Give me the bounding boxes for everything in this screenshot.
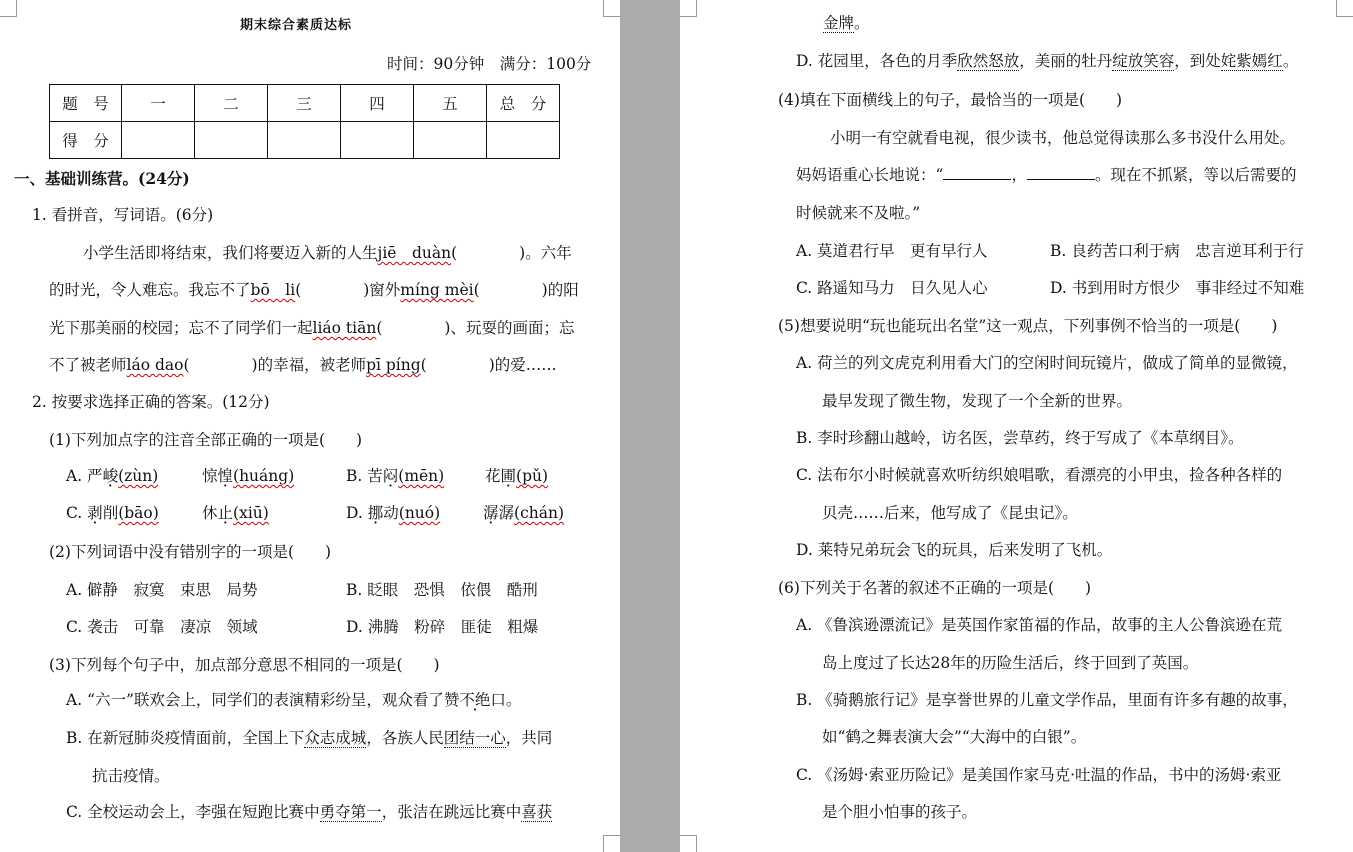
continued-line (823, 13, 870, 33)
option-a-cont: 最早发现了微生物，发现了一个全新的世界。 (822, 392, 1133, 410)
sub-question: (5)想要说明“玩也能玩出名堂”这一观点，下列事例不恰当的一项是( ) (778, 317, 1278, 335)
paragraph-line: 时候就来不及啦。” (796, 204, 921, 222)
option-a[interactable] (66, 466, 158, 486)
option-a[interactable]: A. 荷兰的列文虎克利用看大门的空闲时间玩镜片，做成了简单的显微镜， (796, 354, 1298, 372)
dotted-phrase: 喜获 (521, 803, 553, 821)
paragraph-line: 小明一有空就看电视，很少读书，他总觉得读那么多书没什么用处。 (830, 129, 1296, 147)
pinyin: láo dao (126, 356, 184, 374)
dotted-char: 止 (217, 504, 234, 522)
pinyin: liáo tiān (312, 319, 377, 337)
option-d[interactable]: D. 书到用时方恨少 事非经过不知难 (1050, 279, 1305, 297)
option-c-cont: 贝壳……后来，他写成了《昆虫记》。 (822, 504, 1078, 522)
option-c[interactable] (66, 802, 552, 822)
score-table (49, 84, 560, 159)
option-b[interactable]: B. 《骑鹅旅行记》是享誉世界的儿童文学作品，里面有许多有趣的故事， (796, 691, 1298, 709)
crop-mark (603, 835, 620, 852)
text: 潺 (498, 504, 515, 522)
text: A. 严 (66, 467, 103, 485)
dotted-phrase: 欣然怒放 (957, 52, 1020, 70)
text: 惊 (202, 467, 218, 485)
score-table-row (50, 122, 560, 159)
score-cell[interactable] (414, 122, 487, 159)
text: C. 全校运动会上，李强在短跑比赛中 (66, 803, 320, 821)
option-b-item (485, 466, 548, 486)
left-page (0, 0, 620, 852)
answer-blank[interactable]: ( )窗外 (295, 281, 401, 299)
dotted-char: 潺 (483, 504, 499, 522)
text: D. 花园里，各色的月季 (796, 52, 958, 70)
answer-blank[interactable]: ( )的幸福，被老师 (183, 356, 367, 374)
option-b[interactable] (66, 728, 552, 748)
fill-blank[interactable] (1027, 165, 1095, 180)
option-a[interactable]: A. 僻静 寂寞 束思 局势 (66, 581, 258, 599)
option-d[interactable]: D. 沸腾 粉碎 匪徒 粗爆 (346, 618, 539, 636)
pinyin: (huáng) (233, 467, 295, 485)
dotted-phrase: 金牌 (823, 14, 855, 32)
pinyin: (zùn) (118, 467, 159, 485)
text: 小学生活即将结束，我们将要迈入新的人生 (83, 244, 378, 262)
score-header-cell: 题 号 (50, 85, 122, 122)
score-header-cell: 五 (414, 85, 487, 122)
option-b[interactable]: B. 李时珍翻山越岭，访名医，尝草药，终于写成了《本草纲目》。 (796, 429, 1244, 447)
crop-mark (603, 0, 620, 17)
option-c[interactable]: C. 袭击 可靠 凄凉 领域 (66, 618, 258, 636)
sub-question: (2)下列词语中没有错别字的一项是( ) (49, 543, 332, 561)
sub-question: (6)下列关于名著的叙述不正确的一项是( ) (778, 579, 1092, 597)
exam-title: 期末综合素质达标 (240, 18, 353, 33)
text: A. “六一”联欢会上，同学们的表演精彩纷呈，观众看了 (66, 691, 444, 709)
option-c[interactable]: C. 路遥知马力 日久见人心 (796, 279, 988, 297)
text: ，张洁在跳远比赛中 (381, 803, 522, 821)
option-a[interactable] (66, 690, 521, 710)
score-cell[interactable] (268, 122, 341, 159)
option-a[interactable]: A. 莫道君行早 更有早行人 (796, 242, 988, 260)
dotted-char: 峻 (102, 467, 119, 485)
option-a[interactable]: A. 《鲁滨逊漂流记》是英国作家笛福的作品，故事的主人公鲁滨逊在荒 (796, 616, 1283, 634)
pinyin: bō li (250, 281, 296, 299)
paragraph-line (796, 165, 1296, 185)
score-row-label: 得 分 (50, 122, 122, 159)
text: ，美丽的牡丹 (1019, 52, 1113, 70)
text: B. 苦 (346, 467, 383, 485)
text: ，共同 (505, 729, 553, 747)
crop-mark (680, 835, 697, 852)
score-table-header-row (50, 85, 560, 122)
pinyin: (bāo) (118, 504, 159, 522)
text: 削 (102, 504, 119, 522)
text: 。 (854, 14, 870, 32)
option-a-item (202, 466, 294, 486)
dotted-phrase: 勇夺第一 (319, 803, 382, 821)
dotted-phrase: 众志成城 (304, 729, 367, 747)
text: ，各族人民 (366, 729, 444, 747)
option-c-item (202, 503, 269, 523)
text: 休 (202, 504, 218, 522)
score-header-cell: 三 (268, 85, 341, 122)
crop-mark (680, 0, 697, 17)
answer-blank[interactable]: ( )的爱…… (420, 356, 557, 374)
pinyin: (mēn) (398, 467, 445, 485)
score-header-cell: 二 (195, 85, 268, 122)
score-cell[interactable] (341, 122, 414, 159)
option-d[interactable] (346, 503, 440, 523)
answer-blank[interactable]: ( )。六年 (451, 244, 572, 262)
dotted-char: 挪 (367, 504, 384, 522)
score-cell[interactable] (195, 122, 268, 159)
score-header-cell: 一 (122, 85, 195, 122)
option-c[interactable]: C. 《汤姆·索亚历险记》是美国作家马克·吐温的作品，书中的汤姆·索亚 (796, 766, 1282, 784)
text: ，到处 (1174, 52, 1221, 70)
question-title: 2. 按要求选择正确的答案。(12分) (32, 393, 270, 411)
question-title: 1. 看拼音，写词语。(6分) (32, 206, 214, 224)
option-b-cont: 抗击疫情。 (92, 767, 170, 785)
pinyin: (chán) (514, 504, 565, 522)
option-b[interactable]: B. 良药苦口利于病 忠言逆耳利于行 (1050, 242, 1304, 260)
dotted-phrase: 绽放笑容 (1112, 52, 1175, 70)
dotted-char: 圃 (500, 467, 517, 485)
option-b-cont: 如“鹤之舞表演大会”“大海中的白银”。 (822, 728, 1087, 746)
sub-question: (1)下列加点字的注音全部正确的一项是( ) (49, 431, 363, 449)
paragraph-line (49, 280, 579, 300)
score-cell[interactable] (122, 122, 195, 159)
paragraph-line (49, 318, 574, 338)
text: 。现在不抓紧，等以后需要的 (1094, 166, 1297, 184)
text: 妈妈语重心长地说：“ (796, 166, 944, 184)
pinyin: jiē duàn (377, 244, 452, 262)
text: ， (1011, 166, 1027, 184)
text: 动 (383, 504, 399, 522)
option-d-item (483, 503, 564, 523)
sub-question: (3)下列每个句子中，加点部分意思不相同的一项是( ) (49, 656, 440, 674)
option-b[interactable] (346, 466, 444, 486)
dotted-char: 剥 (87, 504, 103, 522)
dotted-char: 闷 (382, 467, 399, 485)
pinyin: (pǔ) (516, 467, 549, 485)
fill-blank[interactable] (943, 165, 1011, 180)
score-header-cell: 四 (341, 85, 414, 122)
crop-mark (0, 0, 17, 17)
dotted-char: 惶 (217, 467, 234, 485)
text: 光下那美丽的校园；忘不了同学们一起 (49, 319, 313, 337)
text: C. (66, 504, 88, 522)
pinyin: pī píng (366, 356, 421, 374)
text: 。 (1282, 52, 1299, 70)
answer-blank[interactable]: ( )、玩耍的画面；忘 (376, 319, 575, 337)
option-c-cont: 是个胆小怕事的孩子。 (822, 803, 978, 821)
time-info: 时间：90分钟 满分：100分 (387, 55, 592, 73)
dotted-phrase: 姹紫嫣红 (1220, 52, 1283, 70)
answer-blank[interactable]: ( )的阳 (473, 281, 579, 299)
pinyin: (nuó) (398, 504, 441, 522)
score-cell[interactable] (487, 122, 560, 159)
option-d[interactable] (796, 51, 1298, 71)
pinyin: (xiū) (233, 504, 269, 522)
text: 不了被老师 (49, 356, 127, 374)
text: 。 (505, 691, 522, 709)
right-page (680, 0, 1353, 852)
option-c[interactable] (66, 503, 159, 523)
text: B. 在新冠肺炎疫情面前，全国上下 (66, 729, 305, 747)
text: 花 (485, 467, 501, 485)
crop-mark (1336, 0, 1353, 17)
dotted-phrase: 赞不绝口 (443, 691, 506, 709)
option-c[interactable]: C. 法布尔小时候就喜欢听纺织娘唱歌，看漂亮的小甲虫，捡各种各样的 (796, 466, 1283, 484)
sub-question: (4)填在下面横线上的句子，最恰当的一项是( ) (778, 91, 1123, 109)
paragraph-line (83, 243, 572, 263)
option-a-cont: 岛上度过了长达28年的历险生活后，终于回到了英国。 (822, 654, 1199, 672)
option-b[interactable]: B. 眨眼 恐惧 依偎 酷刑 (346, 581, 538, 599)
paragraph-line (49, 355, 557, 375)
pinyin: míng mèi (400, 281, 474, 299)
text: D. (346, 504, 368, 522)
dotted-phrase: 团结一心 (443, 729, 506, 747)
section-heading: 一、基础训练营。(24分) (14, 169, 190, 188)
option-d[interactable]: D. 莱特兄弟玩会飞的玩具，后来发明了飞机。 (796, 541, 1113, 559)
score-header-cell: 总 分 (487, 85, 560, 122)
text: 的时光，令人难忘。我忘不了 (49, 281, 251, 299)
